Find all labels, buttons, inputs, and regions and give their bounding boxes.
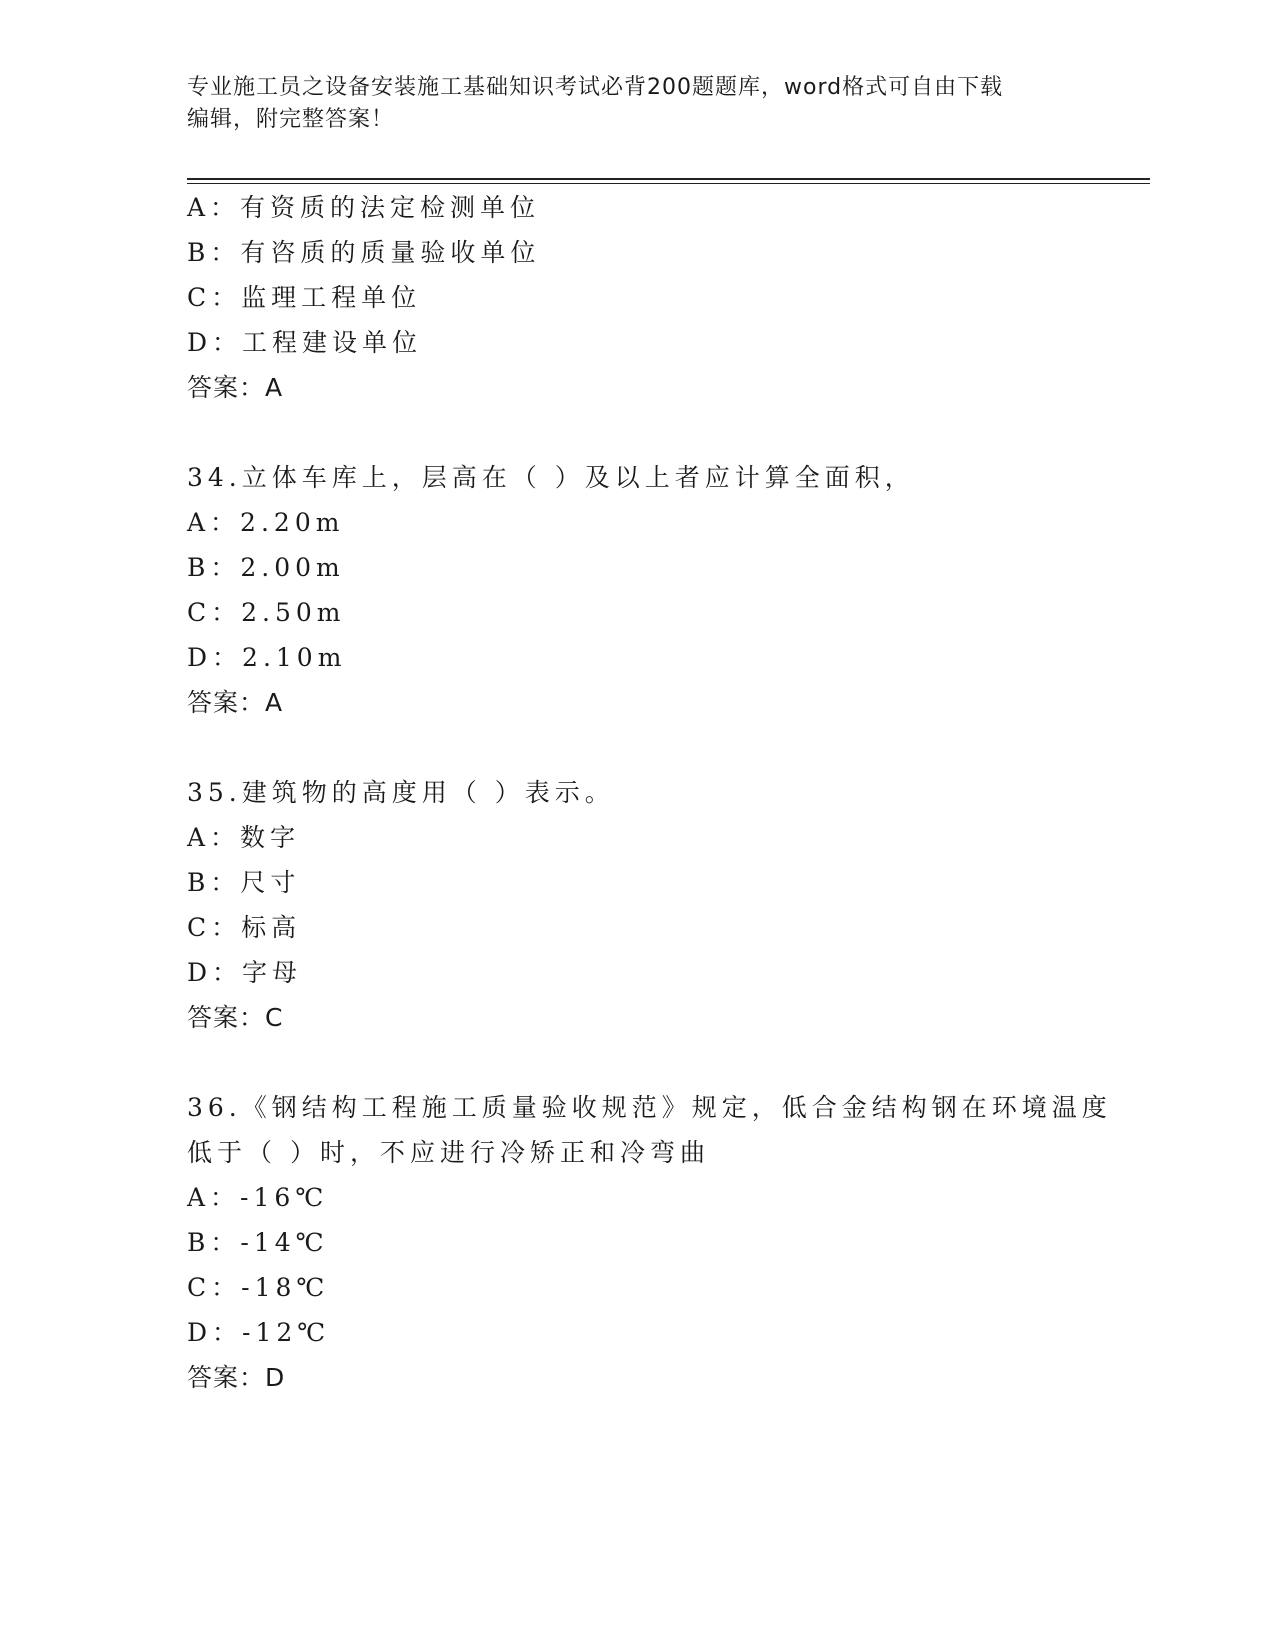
q35-option-a: A：数字 [187, 823, 301, 852]
q36-option-a: A：-16℃ [187, 1183, 329, 1212]
q33-option-c: C：监理工程单位 [187, 283, 422, 312]
q34-option-c: C：2.50m [187, 598, 346, 627]
q35-option-c: C：标高 [187, 913, 302, 942]
q34-question: 34.立体车库上，层高在（ ）及以上者应计算全面积， [187, 463, 915, 492]
q33-option-d: D：工程建设单位 [187, 328, 423, 357]
q34-option-a: A：2.20m [187, 508, 345, 537]
header-divider-thin [187, 183, 1150, 184]
q36-option-b: B：-14℃ [187, 1228, 329, 1257]
q35-option-d: D：字母 [187, 958, 303, 987]
q36-answer: 答案：D [187, 1363, 286, 1392]
q34-option-d: D：2.10m [187, 643, 347, 672]
q33-option-b: B：有咨质的质量验收单位 [187, 238, 541, 267]
q35-question: 35.建筑物的高度用（ ）表示。 [187, 778, 615, 807]
q35-answer: 答案：C [187, 1003, 284, 1032]
header-line-1: 专业施工员之设备安装施工基础知识考试必背200题题库，word格式可自由下载 [187, 75, 1004, 100]
q36-question-line-2: 低于（ ）时，不应进行冷矫正和冷弯曲 [187, 1138, 710, 1167]
q35-option-b: B：尺寸 [187, 868, 301, 897]
q36-option-c: C：-18℃ [187, 1273, 330, 1302]
header-divider-thick [187, 178, 1150, 180]
q34-answer: 答案：A [187, 688, 284, 717]
document-header [187, 72, 1087, 136]
header-line-2: 编辑，附完整答案！ [187, 107, 395, 132]
q36-option-d: D：-12℃ [187, 1318, 331, 1347]
q33-option-a: A：有资质的法定检测单位 [187, 193, 541, 222]
q36-question-line-1: 36.《钢结构工程施工质量验收规范》规定，低合金结构钢在环境温度 [187, 1093, 1112, 1122]
q34-option-b: B：2.00m [187, 553, 345, 582]
q33-answer: 答案：A [187, 373, 284, 402]
